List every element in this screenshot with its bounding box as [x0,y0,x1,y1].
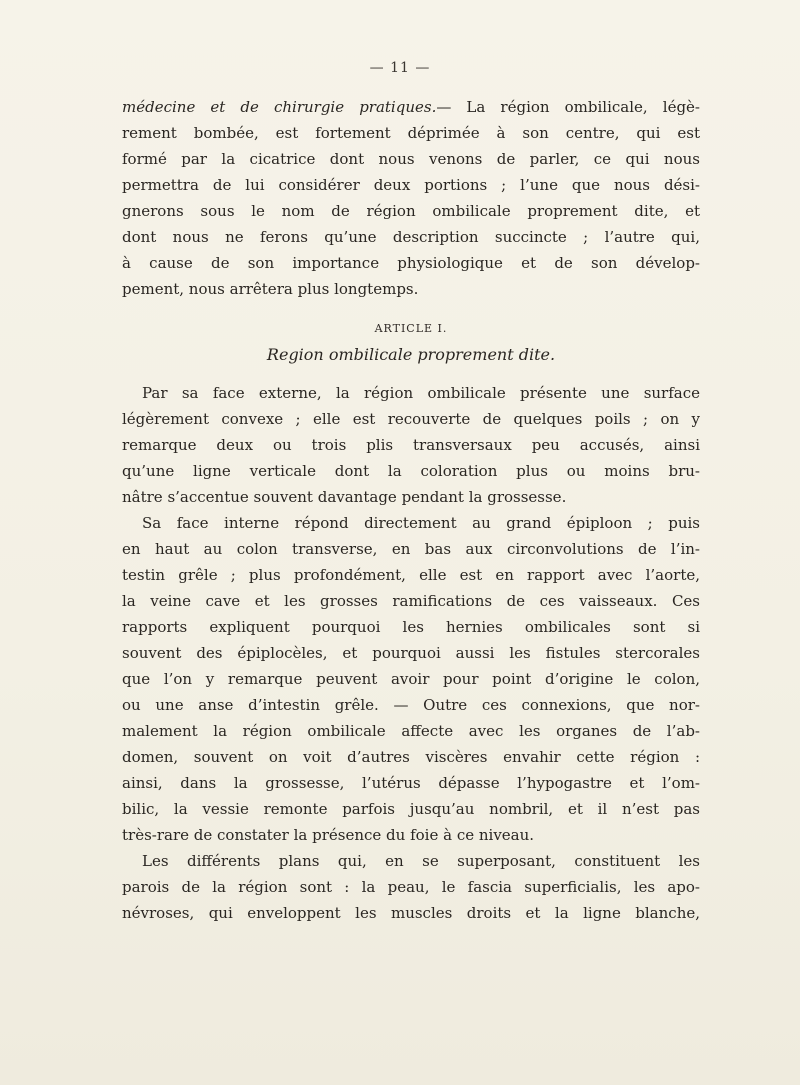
text-line: la veine cave et les grosses ramifications de ces vaisseaux. Ces [122,592,700,610]
paragraph-layers [122,848,700,926]
text-line: à cause de son importance physiologique et de son dévelop- [122,254,700,272]
paragraph-intro [122,94,700,302]
text-line: nâtre s’accentue souvent davantage pendant la grossesse. [122,488,567,506]
text-line: souvent des épiplocèles, et pourquoi aussi les fistules stercorales [122,644,700,662]
text-line: gnerons sous le nom de région ombilicale proprement dite, et [122,202,700,220]
text-line: très-rare de constater la présence du foie à ce niveau. [122,826,535,844]
section-title: Region ombilicale proprement dite. [266,345,556,364]
page-body [122,94,700,926]
text-line: en haut au colon transverse, en bas aux circonvolutions de l’in- [122,540,700,558]
text-line: Les différents plans qui, en se superposant, constituent les [142,852,700,870]
text-line: ainsi, dans la grossesse, l’utérus dépasse l’hypogastre et l’om- [122,774,700,792]
text-line: testin grêle ; plus profondément, elle est en rapport avec l’aorte, [122,566,700,584]
text-line [122,94,700,120]
book-title-italic: médecine et de chirurgie pratiques. [122,98,437,116]
text-line: rement bombée, est fortement déprimée à son centre, qui est [122,124,700,142]
text-line: Sa face interne répond directement au grand épiploon ; puis [142,514,700,532]
paragraph-external-face [122,380,700,510]
text-line: légèrement convexe ; elle est recouverte de quelques poils ; on y [122,410,700,428]
article-label: ARTICLE I. [374,322,448,335]
page-number: — 11 — [369,60,431,76]
text-line: névroses, qui enveloppent les muscles droits et la ligne blanche, [122,904,700,922]
text-line: Par sa face externe, la région ombilicale présente une surface [142,384,700,402]
text-line: domen, souvent on voit d’autres viscères envahir cette région : [122,748,700,766]
paragraph-internal-face [122,510,700,848]
text-line: parois de la région sont : la peau, le fascia superficialis, les apo- [122,878,700,896]
text-line: qu’une ligne verticale dont la coloration plus ou moins bru- [122,462,700,480]
text-line: ou une anse d’intestin grêle. — Outre ces connexions, que nor- [122,696,700,714]
text-line: formé par la cicatrice dont nous venons de parler, ce qui nous [122,150,700,168]
text-line: permettra de lui considérer deux portions ; l’une que nous dési- [122,176,700,194]
text-line: bilic, la vessie remonte parfois jusqu’au nombril, et il n’est pas [122,800,700,818]
text-line: rapports expliquent pourquoi les hernies ombilicales sont si [122,618,700,636]
lead-text: — La région ombilicale, légè- [436,98,700,116]
text-line: dont nous ne ferons qu’une description succincte ; l’autre qui, [122,228,700,246]
text-line: que l’on y remarque peuvent avoir pour point d’origine le colon, [122,670,700,688]
text-line: remarque deux ou trois plis transversaux peu accusés, ainsi [122,436,700,454]
text-line: malement la région ombilicale affecte avec les organes de l’ab- [122,722,700,740]
text-line: pement, nous arrêtera plus longtemps. [122,280,419,298]
